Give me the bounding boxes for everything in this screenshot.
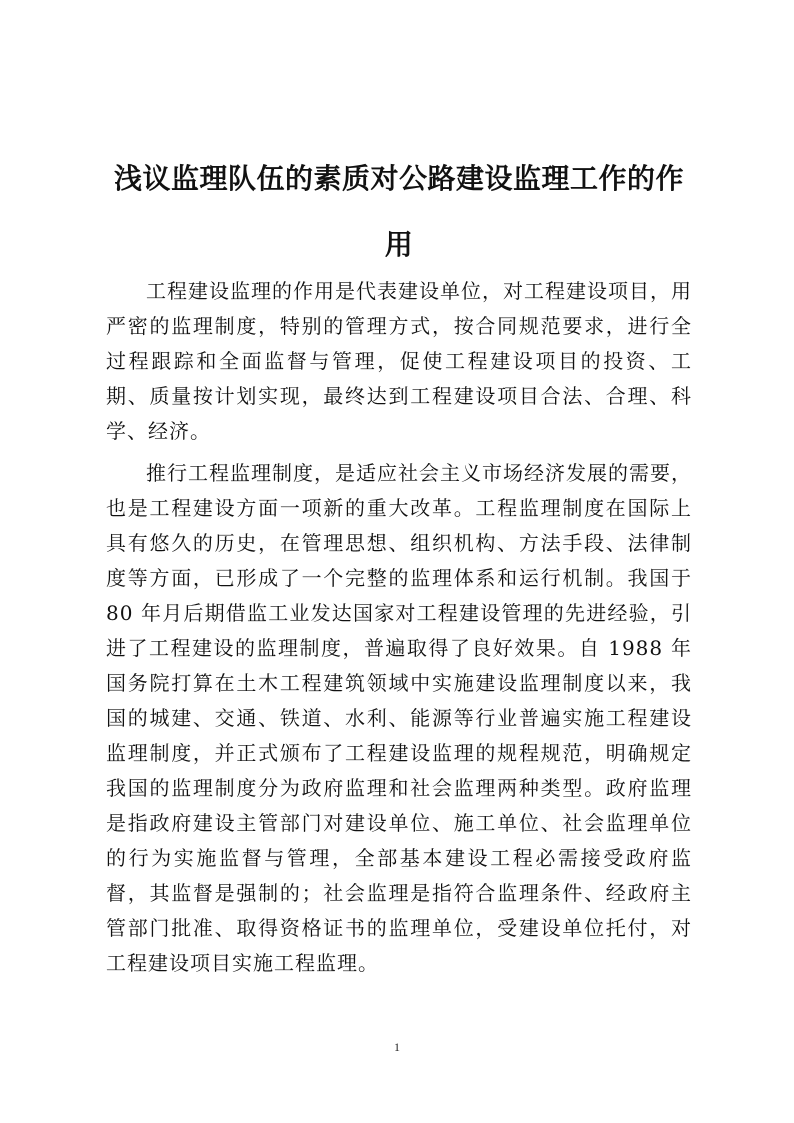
page-number: 1 [394,1040,400,1054]
document-title: 浅议监理队伍的素质对公路建设监理工作的作用 [113,162,684,261]
paragraph-2: 推行工程监理制度，是适应社会主义市场经济发展的需要，也是工程建设方面一项新的重大改革。工程监理制度在国际上具有悠久的历史，在管理思想、组织机构、方法手段、法律制度等方面，已形成了一个完整的监理体系和运行机制。我国于 80 年月后期借监工业发达国家对工程建设管理的先进经验，引进了工程建设的监理制度，普遍取得了良好效果。自 1988 年国务院打算在土木工程建筑领域中实施建设监理制度以来，我国的城建、交通、铁道、水利、能源等行业普遍实施工程建设监理制度，并正式颁布了工程建设监理的规程规范，明确规定我国的监理制度分为政府监理和社会监理两种类型。政府监理是指政府建设主管部门对建设单位、施工单位、社会监理单位的行为实施监督与管理，全部基本建设工程必需接受政府监督，其监督是强制的；社会监理是指符合监理条件、经政府主管部门批准、取得资格证书的监理单位，受建设单位托付，对工程建设项目实施工程监理。 [106,461,692,975]
paragraph-1: 工程建设监理的作用是代表建设单位，对工程建设项目，用严密的监理制度，特别的管理方式，按合同规范要求，进行全过程跟踪和全面监督与管理，促使工程建设项目的投资、工期、质量按计划实现，最终达到工程建设项目合法、合理、科学、经济。 [106,279,692,443]
